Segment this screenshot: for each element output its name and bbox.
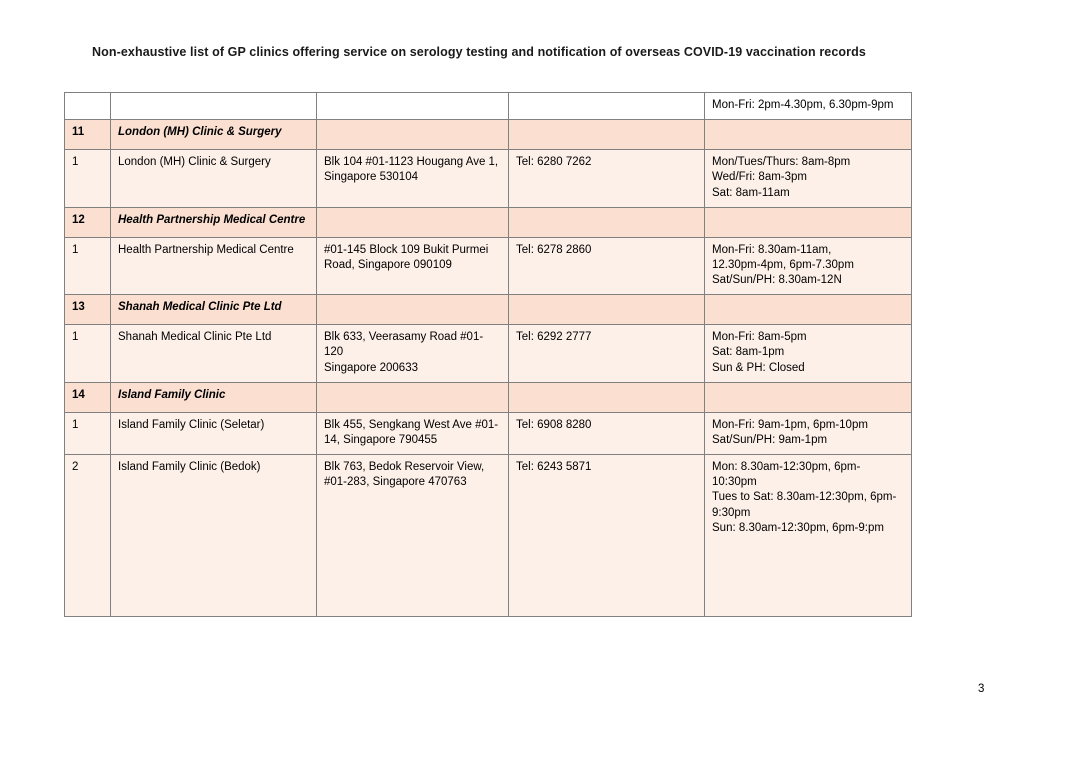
table-row-group: [65, 382, 912, 412]
cell-index: [65, 93, 111, 120]
cell-group-name: Health Partnership Medical Centre: [111, 207, 317, 237]
cell-hours: [705, 120, 912, 150]
table-row-group: [65, 120, 912, 150]
cell-hours: [705, 295, 912, 325]
cell-clinic-name: [111, 93, 317, 120]
cell-telephone: [509, 120, 705, 150]
cell-clinic-name: Island Family Clinic (Bedok): [111, 455, 317, 617]
table-row: [65, 150, 912, 208]
cell-hours: Mon-Fri: 2pm-4.30pm, 6.30pm-9pm: [705, 93, 912, 120]
cell-hours: Mon-Fri: 8am-5pm Sat: 8am-1pm Sun & PH: Closed: [705, 325, 912, 383]
table-row-group: [65, 295, 912, 325]
table-row: [65, 325, 912, 383]
table-row: [65, 455, 912, 617]
cell-index: 1: [65, 237, 111, 295]
cell-telephone: [509, 382, 705, 412]
cell-address: [317, 295, 509, 325]
cell-address: [317, 382, 509, 412]
cell-index: 1: [65, 412, 111, 454]
cell-group-name: London (MH) Clinic & Surgery: [111, 120, 317, 150]
cell-address: [317, 93, 509, 120]
cell-address: Blk 763, Bedok Reservoir View, #01-283, Singapore 470763: [317, 455, 509, 617]
page-title: Non-exhaustive list of GP clinics offering service on serology testing and notification of overseas COVID-19 vaccination records: [92, 45, 866, 59]
cell-telephone: [509, 93, 705, 120]
cell-address: #01-145 Block 109 Bukit Purmei Road, Singapore 090109: [317, 237, 509, 295]
cell-address: [317, 207, 509, 237]
cell-clinic-name: Shanah Medical Clinic Pte Ltd: [111, 325, 317, 383]
cell-hours: [705, 382, 912, 412]
cell-index: 2: [65, 455, 111, 617]
cell-group-number: 11: [65, 120, 111, 150]
cell-telephone: Tel: 6243 5871: [509, 455, 705, 617]
cell-address: [317, 120, 509, 150]
cell-telephone: Tel: 6278 2860: [509, 237, 705, 295]
cell-group-name: Shanah Medical Clinic Pte Ltd: [111, 295, 317, 325]
table-row-group: [65, 207, 912, 237]
table-body: [65, 93, 912, 617]
table-row: [65, 93, 912, 120]
cell-group-number: 12: [65, 207, 111, 237]
cell-hours: Mon: 8.30am-12:30pm, 6pm-10:30pm Tues to Sat: 8.30am-12:30pm, 6pm- 9:30pm Sun: 8.30am-12:30pm, 6pm-9:pm: [705, 455, 912, 617]
cell-address: Blk 633, Veerasamy Road #01- 120 Singapore 200633: [317, 325, 509, 383]
cell-telephone: [509, 207, 705, 237]
cell-group-number: 14: [65, 382, 111, 412]
cell-hours: Mon/Tues/Thurs: 8am-8pm Wed/Fri: 8am-3pm Sat: 8am-11am: [705, 150, 912, 208]
cell-hours: Mon-Fri: 9am-1pm, 6pm-10pm Sat/Sun/PH: 9am-1pm: [705, 412, 912, 454]
cell-group-name: Island Family Clinic: [111, 382, 317, 412]
cell-clinic-name: Health Partnership Medical Centre: [111, 237, 317, 295]
cell-hours: [705, 207, 912, 237]
table-row: [65, 412, 912, 454]
cell-index: 1: [65, 150, 111, 208]
cell-telephone: Tel: 6280 7262: [509, 150, 705, 208]
cell-clinic-name: Island Family Clinic (Seletar): [111, 412, 317, 454]
cell-clinic-name: London (MH) Clinic & Surgery: [111, 150, 317, 208]
cell-telephone: Tel: 6908 8280: [509, 412, 705, 454]
cell-telephone: Tel: 6292 2777: [509, 325, 705, 383]
clinic-listing-table: [64, 92, 912, 617]
cell-address: Blk 455, Sengkang West Ave #01- 14, Singapore 790455: [317, 412, 509, 454]
page-number: 3: [978, 683, 985, 695]
cell-index: 1: [65, 325, 111, 383]
cell-hours: Mon-Fri: 8.30am-11am, 12.30pm-4pm, 6pm-7.30pm Sat/Sun/PH: 8.30am-12N: [705, 237, 912, 295]
cell-group-number: 13: [65, 295, 111, 325]
cell-address: Blk 104 #01-1123 Hougang Ave 1, Singapore 530104: [317, 150, 509, 208]
cell-telephone: [509, 295, 705, 325]
table-row: [65, 237, 912, 295]
